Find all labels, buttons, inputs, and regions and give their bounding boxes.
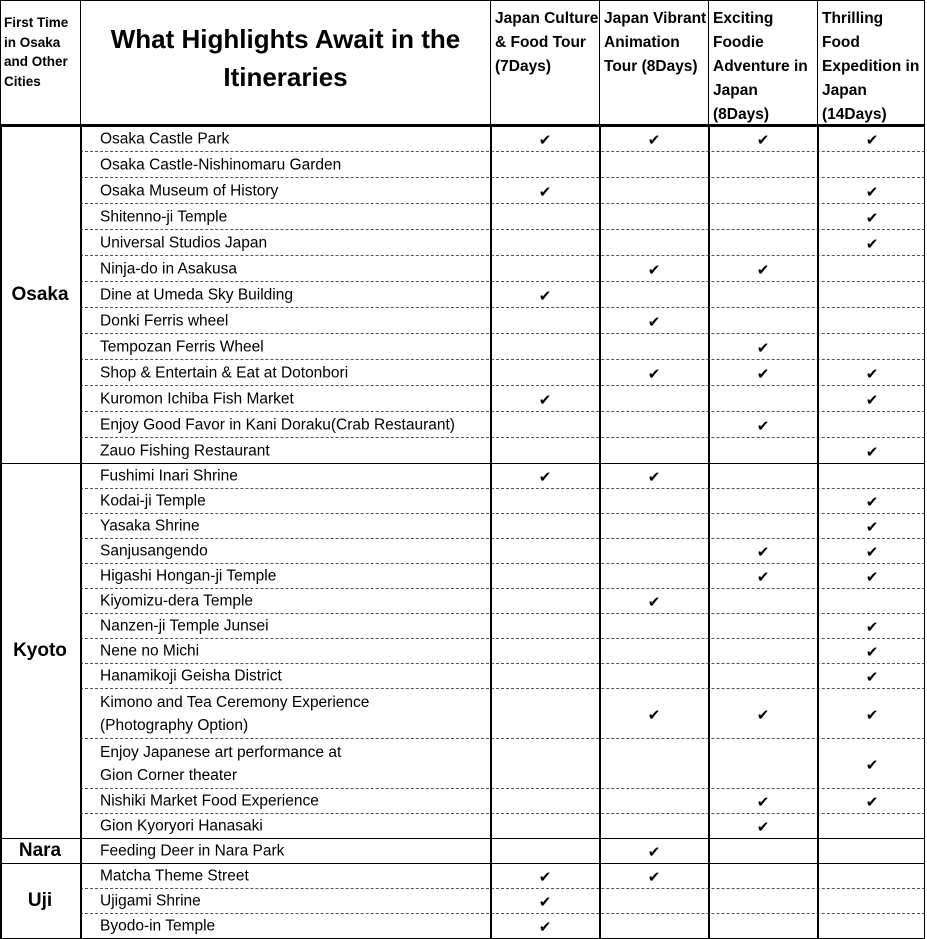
attraction-name-line: Feeding Deer in Nara Park — [100, 842, 285, 860]
table-row — [80, 589, 925, 614]
table-row — [80, 360, 925, 386]
attraction-name-line: Osaka Castle Park — [100, 130, 230, 147]
tour-header-vibrant-animation: Japan Vibrant Animation Tour (8Days) — [599, 0, 708, 125]
attraction-name — [100, 387, 294, 410]
check-mark-icon: ✔ — [647, 364, 661, 383]
attraction-name-line: Gion Corner theater — [100, 766, 237, 784]
attraction-name — [100, 361, 348, 384]
check-mark-icon: ✔ — [865, 182, 879, 201]
check-mark-icon: ✔ — [865, 234, 879, 253]
attraction-name-line: Hanamikoji Geisha District — [100, 667, 282, 685]
attraction-name — [100, 815, 263, 838]
check-mark-icon: ✔ — [756, 817, 770, 836]
table-row — [80, 126, 925, 152]
table-row — [80, 386, 925, 412]
attraction-name — [100, 840, 284, 863]
table-row — [80, 664, 925, 689]
table-row — [80, 639, 925, 664]
check-mark-icon: ✔ — [865, 542, 879, 561]
attraction-name — [100, 413, 455, 436]
header-corner-label: First Time in Osaka and Other Cities — [0, 0, 80, 125]
tour-header-exciting-foodie: Exciting Foodie Adventure in Japan (8Days) — [708, 0, 817, 125]
attraction-name — [100, 691, 369, 737]
attraction-name — [100, 439, 270, 462]
attraction-name — [100, 127, 229, 150]
check-mark-icon: ✔ — [647, 260, 661, 279]
check-mark-icon: ✔ — [647, 312, 661, 331]
city-label: Osaka — [0, 126, 80, 464]
check-mark-icon: ✔ — [647, 842, 661, 861]
attraction-name-line: Shitenno-ji Temple — [100, 208, 228, 225]
check-mark-icon: ✔ — [538, 467, 552, 486]
attraction-name-line: (Photography Option) — [100, 716, 249, 734]
table-row — [80, 308, 925, 334]
check-mark-icon: ✔ — [865, 130, 879, 149]
attraction-name-line: Enjoy Good Favor in Kani Doraku(Crab Restaurant) — [100, 416, 455, 433]
tour-header-thrilling-food: Thrilling Food Expedition in Japan (14Days) — [817, 0, 925, 125]
table-row — [80, 438, 925, 464]
attraction-name — [100, 179, 278, 202]
attraction-name — [100, 153, 341, 176]
check-mark-icon: ✔ — [865, 755, 879, 774]
attraction-name — [100, 515, 200, 538]
check-mark-icon: ✔ — [756, 542, 770, 561]
check-mark-icon: ✔ — [756, 705, 770, 724]
city-label: Kyoto — [0, 464, 80, 839]
column-divider — [490, 126, 492, 939]
table-row — [80, 256, 925, 282]
attraction-name-line: Kiyomizu-dera Temple — [100, 592, 254, 610]
attraction-name — [100, 640, 199, 663]
attraction-name — [100, 490, 206, 513]
attraction-name-line: Tempozan Ferris Wheel — [100, 338, 264, 355]
attraction-name — [100, 865, 249, 888]
attraction-name-line: Universal Studios Japan — [100, 234, 268, 251]
attraction-name-line: Kuromon Ichiba Fish Market — [100, 390, 294, 407]
attraction-name-line: Nanzen-ji Temple Junsei — [100, 617, 269, 635]
check-mark-icon: ✔ — [756, 364, 770, 383]
attraction-name — [100, 915, 215, 938]
attraction-name-line: Kimono and Tea Ceremony Experience — [100, 693, 370, 711]
check-mark-icon: ✔ — [538, 286, 552, 305]
attraction-name-line: Osaka Castle-Nishinomaru Garden — [100, 156, 342, 173]
table-row — [80, 539, 925, 564]
table-header — [0, 0, 925, 126]
attraction-name — [100, 465, 238, 488]
column-divider — [708, 126, 710, 939]
column-divider — [817, 126, 819, 939]
check-mark-icon: ✔ — [538, 892, 552, 911]
table-row — [80, 204, 925, 230]
column-divider — [599, 126, 601, 939]
table-row — [80, 689, 925, 739]
attraction-name-line: Osaka Museum of History — [100, 182, 279, 199]
attraction-name — [100, 665, 282, 688]
column-divider — [80, 126, 82, 939]
attraction-name — [100, 590, 253, 613]
check-mark-icon: ✔ — [865, 705, 879, 724]
attraction-name — [100, 205, 227, 228]
check-mark-icon: ✔ — [865, 442, 879, 461]
table-row — [80, 564, 925, 589]
attraction-name-line: Shop & Entertain & Eat at Dotonbori — [100, 364, 349, 381]
attraction-name-line: Nishiki Market Food Experience — [100, 792, 319, 810]
city-label: Nara — [0, 839, 80, 864]
table-row — [80, 412, 925, 438]
table-row — [80, 230, 925, 256]
check-mark-icon: ✔ — [865, 364, 879, 383]
attraction-name — [100, 540, 208, 563]
check-mark-icon: ✔ — [865, 792, 879, 811]
attraction-name-line: Kodai-ji Temple — [100, 492, 206, 510]
attraction-name-line: Gion Kyoryori Hanasaki — [100, 817, 263, 835]
check-mark-icon: ✔ — [538, 182, 552, 201]
attraction-name-line: Dine at Umeda Sky Building — [100, 286, 293, 303]
attraction-name-line: Matcha Theme Street — [100, 867, 249, 885]
check-mark-icon: ✔ — [756, 260, 770, 279]
check-mark-icon: ✔ — [865, 208, 879, 227]
attraction-name-line: Ninja-do in Asakusa — [100, 260, 237, 277]
attraction-name — [100, 283, 293, 306]
table-row — [80, 178, 925, 204]
table-row — [80, 514, 925, 539]
attraction-name-line: Nene no Michi — [100, 642, 200, 660]
check-mark-icon: ✔ — [865, 642, 879, 661]
table-row — [80, 814, 925, 839]
attraction-name-line: Higashi Hongan-ji Temple — [100, 567, 277, 585]
check-mark-icon: ✔ — [647, 467, 661, 486]
check-mark-icon: ✔ — [865, 492, 879, 511]
table-row — [80, 489, 925, 514]
attraction-name — [100, 741, 341, 787]
attraction-name-line: Zauo Fishing Restaurant — [100, 442, 270, 459]
table-row — [80, 914, 925, 939]
table-row — [80, 282, 925, 308]
attraction-name — [100, 790, 319, 813]
check-mark-icon: ✔ — [865, 517, 879, 536]
city-label: Uji — [0, 864, 80, 939]
attraction-name — [100, 890, 201, 913]
table-row — [80, 889, 925, 914]
check-mark-icon: ✔ — [756, 792, 770, 811]
table-row — [80, 614, 925, 639]
check-mark-icon: ✔ — [865, 617, 879, 636]
table-row — [80, 152, 925, 178]
attraction-name — [100, 257, 237, 280]
attraction-name-line: Sanjusangendo — [100, 542, 208, 560]
check-mark-icon: ✔ — [756, 130, 770, 149]
attraction-name — [100, 231, 267, 254]
check-mark-icon: ✔ — [756, 567, 770, 586]
check-mark-icon: ✔ — [538, 917, 552, 936]
column-divider — [0, 126, 2, 939]
attraction-name — [100, 309, 228, 332]
tour-header-culture-food: Japan Culture & Food Tour (7Days) — [490, 0, 599, 125]
attraction-name-line: Enjoy Japanese art performance at — [100, 743, 342, 761]
table-row — [80, 739, 925, 789]
attraction-name-line: Ujigami Shrine — [100, 892, 201, 910]
column-divider — [924, 126, 926, 939]
check-mark-icon: ✔ — [865, 667, 879, 686]
check-mark-icon: ✔ — [538, 390, 552, 409]
attraction-name — [100, 565, 276, 588]
attraction-name-line: Donki Ferris wheel — [100, 312, 229, 329]
table-title-text: What Highlights Await in the Itineraries — [110, 24, 461, 92]
table-row — [80, 864, 925, 889]
check-mark-icon: ✔ — [647, 130, 661, 149]
check-mark-icon: ✔ — [756, 416, 770, 435]
check-mark-icon: ✔ — [647, 592, 661, 611]
attraction-name — [100, 615, 269, 638]
check-mark-icon: ✔ — [647, 705, 661, 724]
table-row — [80, 789, 925, 814]
check-mark-icon: ✔ — [647, 867, 661, 886]
table-row — [80, 464, 925, 489]
attraction-name — [100, 335, 264, 358]
table-title — [80, 0, 490, 125]
attraction-name-line: Byodo-in Temple — [100, 917, 216, 935]
check-mark-icon: ✔ — [538, 130, 552, 149]
table-row — [80, 334, 925, 360]
check-mark-icon: ✔ — [865, 390, 879, 409]
check-mark-icon: ✔ — [865, 567, 879, 586]
attraction-name-line: Yasaka Shrine — [100, 517, 200, 535]
table-row — [80, 839, 925, 864]
attraction-name-line: Fushimi Inari Shrine — [100, 467, 238, 485]
check-mark-icon: ✔ — [538, 867, 552, 886]
check-mark-icon: ✔ — [756, 338, 770, 357]
